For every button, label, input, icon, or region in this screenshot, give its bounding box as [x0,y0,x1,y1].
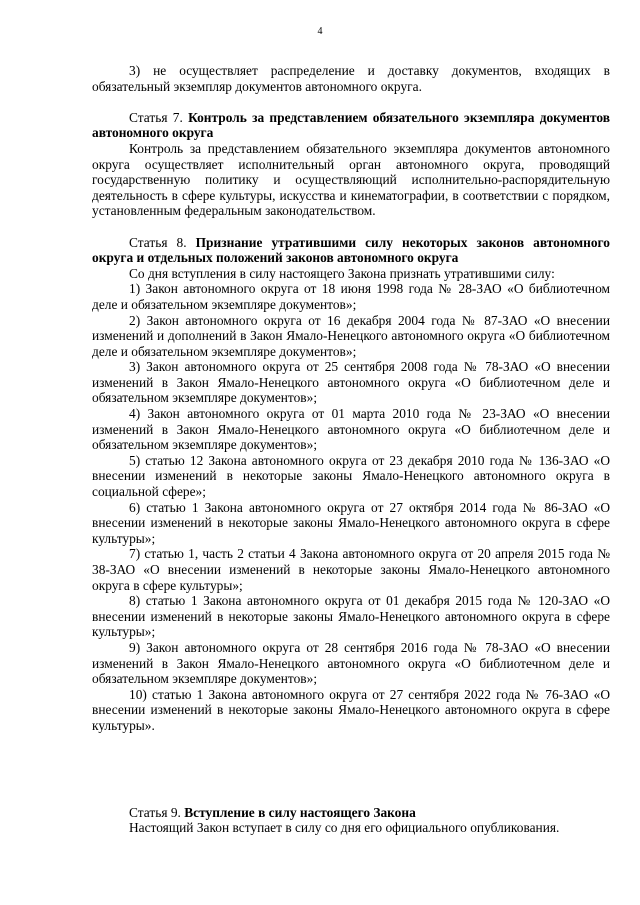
paragraph: 2) Закон автономного округа от 16 декабря 2004 года № 87-ЗАО «О внесении изменений и дополнений в Закон Ямало-Ненецкого автономного округа «О библиотечном деле и обязательном экземпляре документов»; [92,312,610,359]
paragraph: 7) статью 1, часть 2 статьи 4 Закона автономного округа от 20 апреля 2015 года № 38-ЗАО «О внесении изменений в некоторые законы Ямало-Ненецкого автономного округа в сфере культуры»; [92,546,610,593]
paragraph: 9) Закон автономного округа от 28 сентября 2016 года № 78-ЗАО «О внесении изменений в Закон Ямало-Ненецкого автономного округа «О библиотечном деле и обязательном экземпляре документов»; [92,639,610,687]
paragraph: 3) не осуществляет распределение и доставку документов, входящих в обязательный экземпляр документов автономного округа. [92,63,610,94]
article-title: Признание утратившими силу некоторых законов автономного округа и отдельных положений законов автономного округа [92,234,610,266]
paragraph: 6) статью 1 Закона автономного округа от 27 октября 2014 года № 86-ЗАО «О внесении изменений в некоторые законы Ямало-Ненецкого автономного округа в сфере культуры»; [92,499,610,546]
paragraph: 5) статью 12 Закона автономного округа от 23 декабря 2010 года № 136-ЗАО «О внесении изменений в некоторые законы Ямало-Ненецкого автономного округа в социальной сфере»; [92,452,610,500]
paragraph: 10) статью 1 Закона автономного округа от 27 сентября 2022 года № 76-ЗАО «О внесении изменений в некоторые законы Ямало-Ненецкого автономного округа в сфере культуры». [92,686,610,733]
document-body [92,63,610,836]
article-number: Статья 9. [129,804,185,820]
paragraph: Со дня вступления в силу настоящего Закона признать утратившими силу: [129,265,555,281]
article-number: Статья 8. [129,234,196,250]
paragraph: 1) Закон автономного округа от 18 июня 1998 года № 28-ЗАО «О библиотечном деле и обязательном экземпляре документов»; [92,281,610,312]
article-heading-1 [92,110,610,141]
spacer [92,734,610,805]
article-title: Вступление в силу настоящего Закона [184,804,416,820]
article-number: Статья 7. [129,109,189,125]
article-heading-2 [92,235,610,266]
spacer [92,94,610,110]
paragraph: Настоящий Закон вступает в силу со дня его официального опубликования. [129,820,560,836]
article-title: Контроль за представлением обязательного экземпляра документов автономного округа [92,109,610,141]
paragraph: 8) статью 1 Закона автономного округа от 01 декабря 2015 года № 120-ЗАО «О внесении изменений в некоторые законы Ямало-Ненецкого автономного округа в сфере культуры»; [92,593,610,640]
page-number: 4 [317,26,323,37]
paragraph: Контроль за представлением обязательного экземпляра документов автономного округа осуществляет исполнительный орган автономного округа, проводящий государственную политику и осуществляющий исполнительно-распорядительную деятельность в сфере культуры, искусства и кинематографии, в соответствии с порядком, установленным федеральным законодательством. [92,140,610,219]
paragraph: 4) Закон автономного округа от 01 марта 2010 года № 23-ЗАО «О внесении изменений в Закон Ямало-Ненецкого автономного округа «О библиотечном деле и обязательном экземпляре документов»; [92,406,610,453]
spacer [92,219,610,235]
article-heading-3 [92,805,610,821]
paragraph: 3) Закон автономного округа от 25 сентября 2008 года № 78-ЗАО «О внесении изменений в Закон Ямало-Ненецкого автономного округа «О библиотечном деле и обязательном экземпляре документов»; [92,359,610,406]
